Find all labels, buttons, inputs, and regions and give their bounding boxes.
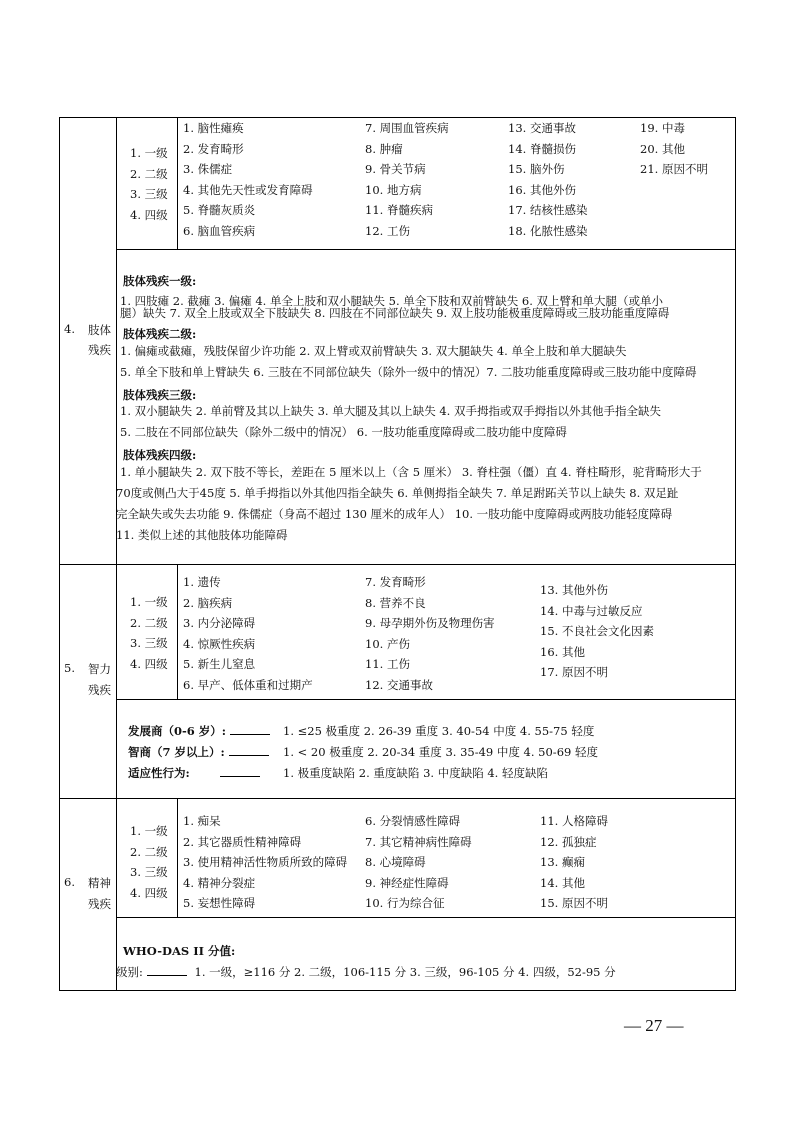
cause-option[interactable]: 11. 工伤 [365,657,410,672]
cause-option[interactable]: 20. 其他 [640,141,685,156]
cause-column-2 [365,811,472,914]
cause-option[interactable]: 19. 中毒 [640,121,685,135]
level-option[interactable]: 4. 四级 [130,656,168,671]
cause-option[interactable]: 1. 遗传 [183,575,221,589]
cause-option[interactable]: 4. 其他先天性或发育障碍 [183,182,313,197]
level-option[interactable]: 2. 二级 [130,615,168,630]
cause-option[interactable]: 9. 母孕期外伤及物理伤害 [365,616,495,631]
cause-option[interactable]: 15. 不良社会文化因素 [540,624,654,639]
hline-r5-causes [116,699,736,700]
grade3-line: 1. 双小腿缺失 2. 单前臂及其以上缺失 3. 单大腿及其以上缺失 4. 双手拇指或双手拇指以外其他手指全缺失 [120,404,661,418]
hline-r4-end [59,564,736,565]
cause-option[interactable]: 11. 人格障碍 [540,814,608,828]
cause-column-4 [640,118,708,180]
hline-r5-end [59,798,736,799]
cause-column-1 [183,572,313,696]
cause-option[interactable]: 2. 发育畸形 [183,141,244,156]
level-option[interactable]: 2. 二级 [130,166,168,181]
cause-option[interactable]: 3. 内分泌障碍 [183,616,256,631]
cause-option[interactable]: 17. 结核性感染 [508,203,588,218]
cause-option[interactable]: 6. 脑血管疾病 [183,223,256,238]
cause-option[interactable]: 1. 痴呆 [183,814,221,828]
iq-row [128,742,598,762]
cause-option[interactable]: 13. 其他外伤 [540,583,608,597]
cause-option[interactable]: 9. 神经症性障碍 [365,875,449,890]
grade4-line: 11. 类似上述的其他肢体功能障碍 [116,528,288,542]
cause-option[interactable]: 12. 交通事故 [365,677,433,692]
cause-column-3 [508,118,587,242]
level-option[interactable]: 3. 三级 [130,865,168,880]
cause-option[interactable]: 7. 发育畸形 [365,575,426,589]
cause-option[interactable]: 21. 原因不明 [640,162,708,177]
cause-option[interactable]: 8. 肿瘤 [365,141,403,156]
cause-option[interactable]: 8. 心境障碍 [365,855,426,870]
cause-option[interactable]: 6. 分裂情感性障碍 [365,814,461,828]
cause-option[interactable]: 6. 早产、低体重和过期产 [183,677,313,692]
cause-option[interactable]: 2. 脑疾病 [183,595,233,610]
row-number: 5. [64,661,75,675]
whodas-row [116,962,616,982]
cause-option[interactable]: 16. 其他 [540,644,585,659]
row-label-line1: 智力 [88,662,111,676]
dq-input[interactable] [230,722,270,735]
cause-option[interactable]: 1. 脑性瘫痪 [183,121,244,135]
cause-option[interactable]: 17. 原因不明 [540,665,608,680]
cause-option[interactable]: 10. 产伤 [365,636,410,651]
col-divider-levels-r6 [177,799,178,917]
level-option[interactable]: 2. 二级 [130,844,168,859]
dq-row [128,721,595,741]
cause-option[interactable]: 14. 中毒与过敏反应 [540,603,643,618]
whodas-options: 1. 一级，≥116 分 2. 二级，106-115 分 3. 三级，96-105 分 4. 四级，52-95 分 [194,965,616,979]
grade2-title: 肢体残疾二级: [123,327,197,341]
cause-option[interactable]: 7. 其它精神病性障碍 [365,834,472,849]
cause-column-2 [365,572,495,696]
dq-label: 发展商（0-6 岁）: [128,724,227,738]
dq-options: 1. ≤25 极重度 2. 26-39 重度 3. 40-54 中度 4. 55-75 轻度 [283,724,595,738]
grade2-line: 1. 偏瘫或截瘫，残肢保留少许功能 2. 双上臂或双前臂缺失 3. 双大腿缺失 4. 单全上肢和单大腿缺失 [120,344,627,358]
whodas-title: WHO-DAS II 分值: [123,944,236,958]
grade3-title: 肢体残疾三级: [123,388,197,402]
cause-option[interactable]: 9. 骨关节病 [365,162,426,177]
level-options [130,143,168,225]
level-option[interactable]: 3. 三级 [130,187,168,202]
cause-option[interactable]: 13. 癫痫 [540,855,585,870]
cause-option[interactable]: 3. 使用精神活性物质所致的障碍 [183,855,348,870]
iq-input[interactable] [229,743,269,756]
cause-option[interactable]: 13. 交通事故 [508,121,576,135]
grade3-line: 5. 二肢在不同部位缺失（除外二级中的情况） 6. 一肢功能重度障碍或二肢功能中度障碍 [120,425,567,439]
cause-option[interactable]: 5. 妄想性障碍 [183,896,256,911]
grade2-line: 5. 单全下肢和单上臂缺失 6. 三肢在不同部位缺失（除外一级中的情况）7. 二肢功能重度障碍或三肢功能中度障碍 [120,365,697,379]
cause-option[interactable]: 8. 营养不良 [365,595,426,610]
level-option[interactable]: 4. 四级 [130,207,168,222]
iq-options: 1. < 20 极重度 2. 20-34 重度 3. 35-49 中度 4. 50-69 轻度 [283,745,598,759]
hline-r4-causes [116,249,736,250]
cause-option[interactable]: 4. 精神分裂症 [183,875,256,890]
col-divider-levels-r4 [177,117,178,249]
cause-option[interactable]: 4. 惊厥性疾病 [183,636,256,651]
level-option[interactable]: 1. 一级 [130,146,168,160]
level-option[interactable]: 3. 三级 [130,636,168,651]
cause-option[interactable]: 5. 脊髓灰质炎 [183,203,256,218]
cause-column-1 [183,118,313,242]
cause-option[interactable]: 15. 原因不明 [540,896,608,911]
iq-label: 智商（7 岁以上）: [128,745,225,759]
cause-option[interactable]: 14. 脊髓损伤 [508,141,576,156]
row-label-line2: 残疾 [88,897,111,911]
level-option[interactable]: 4. 四级 [130,885,168,900]
cause-option[interactable]: 14. 其他 [540,875,585,890]
grade4-title: 肢体残疾四级: [123,448,197,462]
cause-option[interactable]: 7. 周围血管疾病 [365,121,449,135]
cause-option[interactable]: 10. 地方病 [365,182,422,197]
grade4-line: 1. 单小腿缺失 2. 双下肢不等长，差距在 5 厘米以上（含 5 厘米） 3. 脊柱强（僵）直 4. 脊柱畸形，驼背畸形大于 [120,465,702,479]
grade1-line: 腿）缺失 7. 双全上肢或双全下肢缺失 8. 四肢在不同部位缺失 9. 双上肢功能极重度障碍或三肢功能重度障碍 [120,306,670,320]
cause-column-3 [540,811,608,914]
row-label-line2: 残疾 [88,683,111,697]
row-label-line1: 精神 [88,876,111,890]
row-number: 4. [64,322,75,336]
row-label-line2: 残疾 [88,343,111,357]
cause-column-2 [365,118,449,242]
col-divider-levels-r5 [177,565,178,699]
cause-option[interactable]: 10. 行为综合征 [365,896,445,911]
adaptive-options: 1. 极重度缺陷 2. 重度缺陷 3. 中度缺陷 4. 轻度缺陷 [283,766,548,780]
cause-option[interactable]: 16. 其他外伤 [508,182,576,197]
adaptive-row [128,763,548,783]
cause-column-3 [540,580,654,683]
grade1-title: 肢体残疾一级: [123,274,197,288]
level-option[interactable]: 1. 一级 [130,824,168,838]
cause-option[interactable]: 12. 工伤 [365,223,410,238]
grade4-line: 70度或侧凸大于45度 5. 单手拇指以外其他四指全缺失 6. 单侧拇指全缺失 7. 单足跗跖关节以上缺失 8. 双足趾 [116,486,679,500]
whodas-prefix: 级别: [116,965,143,979]
row-number: 6. [64,875,75,889]
adaptive-label: 适应性行为: [128,766,190,780]
grade4-line: 完全缺失或失去功能 9. 侏儒症（身高不超过 130 厘米的成年人） 10. 一肢功能中度障碍或两肢功能轻度障碍 [116,507,673,521]
adaptive-input[interactable] [220,764,260,777]
grade1-line: 1. 四肢瘫 2. 截瘫 3. 偏瘫 4. 单全上肢和双小腿缺失 5. 单全下肢和双前臂缺失 6. 双上臂和单大腿（或单小 [120,294,664,308]
level-options [130,592,168,674]
cause-option[interactable]: 3. 侏儒症 [183,162,233,177]
cause-option[interactable]: 18. 化脓性感染 [508,223,588,238]
cause-option[interactable]: 2. 其它器质性精神障碍 [183,834,302,849]
whodas-input[interactable] [147,963,187,976]
cause-option[interactable]: 5. 新生儿窒息 [183,657,256,672]
page-number: — 27 — [624,1016,684,1035]
cause-option[interactable]: 15. 脑外伤 [508,162,565,177]
cause-column-1 [183,811,347,914]
cause-option[interactable]: 12. 孤独症 [540,834,597,849]
level-options [130,821,168,903]
row-label-line1: 肢体 [88,323,111,337]
hline-r6-causes [116,917,736,918]
level-option[interactable]: 1. 一级 [130,595,168,609]
cause-option[interactable]: 11. 脊髓疾病 [365,203,433,218]
